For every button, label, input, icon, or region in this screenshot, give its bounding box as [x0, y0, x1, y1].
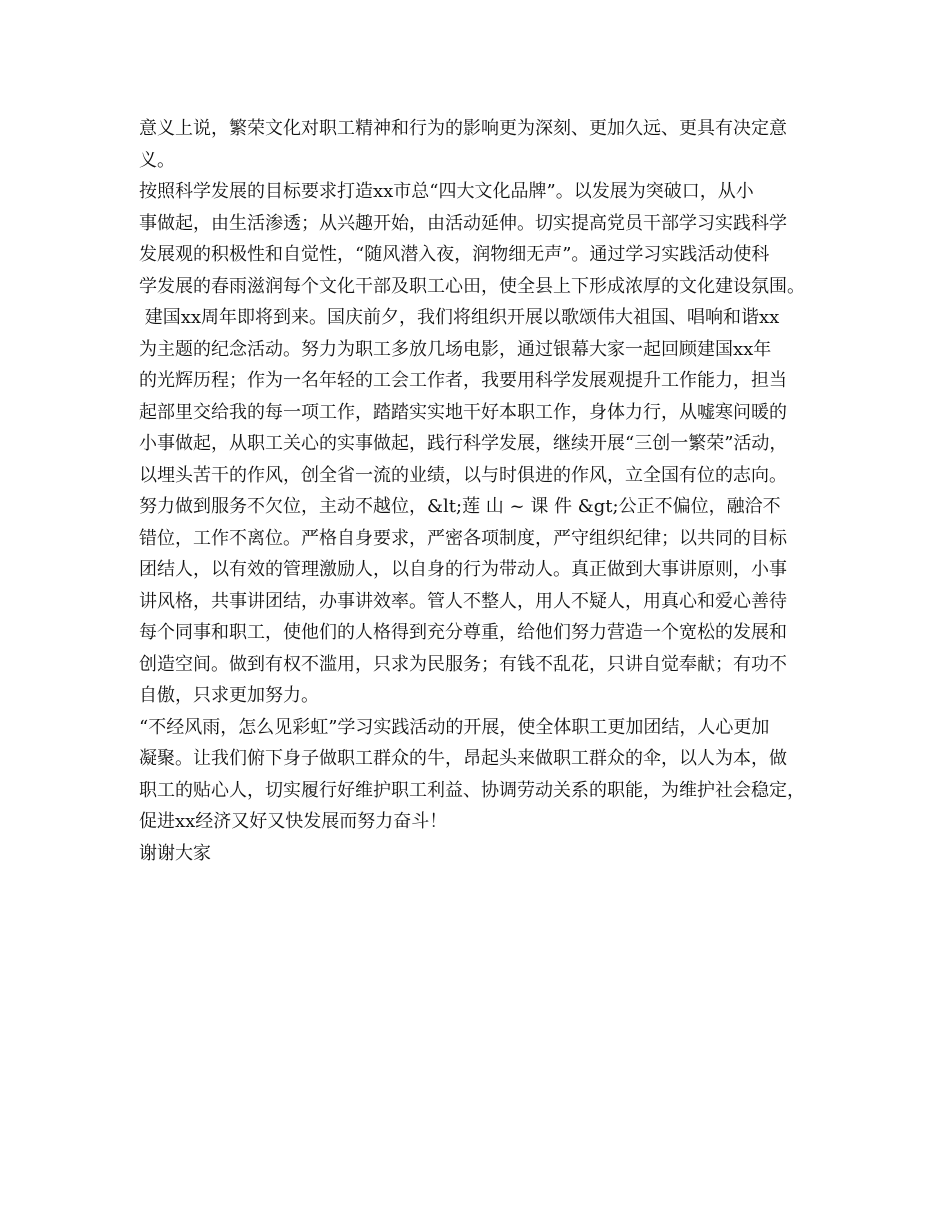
text-line: 创造空间。做到有权不滥用，只求为民服务；有钱不乱花，只讲自觉奉献；有功不	[139, 653, 787, 675]
text-line: “不经风雨，怎么见彩虹”学习实践活动的开展，使全体职工更加团结，人心更加	[139, 716, 770, 738]
text-line: 努力做到服务不欠位，主动不越位，&lt;莲 山 ~ 课 件 &gt;公正不偏位，融洽不	[139, 496, 781, 517]
text-line: 起部里交给我的每一项工作，踏踏实实地干好本职工作，身体力行，从嘘寒问暖的	[139, 401, 787, 423]
text-line: 讲风格，共事讲团结，办事讲效率。管人不整人，用人不疑人，用真心和爱心善待	[139, 590, 787, 612]
text-line: 职工的贴心人，切实履行好维护职工利益、协调劳动关系的职能，为维护社会稳定，	[139, 779, 805, 801]
text-line: 谢谢大家	[139, 842, 211, 864]
text-line: 学发展的春雨滋润每个文化干部及职工心田，使全县上下形成浓厚的文化建设氛围。	[139, 275, 805, 297]
text-line: 团结人，以有效的管理激励人，以自身的行为带动人。真正做到大事讲原则，小事	[139, 559, 787, 580]
text-line: 凝聚。让我们俯下身子做职工群众的牛，昂起头来做职工群众的伞，以人为本，做	[139, 748, 787, 769]
text-line: 小事做起，从职工关心的实事做起，践行科学发展，继续开展“三创一繁荣”活动，	[139, 433, 788, 454]
text-line: 事做起，由生活渗透；从兴趣开始，由活动延伸。切实提高党员干部学习实践科学	[139, 212, 787, 234]
text-line: 按照科学发展的目标要求打造xx市总“四大文化品牌”。以发展为突破口，从小	[139, 181, 754, 202]
text-line: 错位，工作不离位。严格自身要求，严密各项制度，严守组织纪律；以共同的目标	[139, 527, 787, 549]
text-line: 意义上说，繁荣文化对职工精神和行为的影响更为深刻、更加久远、更具有决定意	[139, 118, 787, 139]
document-body	[139, 113, 829, 869]
text-line: 义。	[139, 149, 175, 171]
text-line: 促进xx经济又好又快发展而努力奋斗！	[139, 811, 448, 832]
text-line: 为主题的纪念活动。努力为职工多放几场电影，通过银幕大家一起回顾建国xx年	[139, 338, 772, 360]
text-line: 的光辉历程；作为一名年轻的工会工作者，我要用科学发展观提升工作能力，担当	[139, 370, 787, 391]
text-line: 发展观的积极性和自觉性，“随风潜入夜，润物细无声”。通过学习实践活动使科	[139, 244, 770, 265]
text-line: 以埋头苦干的作风，创全省一流的业绩，以与时俱进的作风，立全国有位的志向。	[139, 464, 787, 486]
text-line: 自傲，只求更加努力。	[139, 685, 319, 706]
text-line: 建国xx周年即将到来。国庆前夕，我们将组织开展以歌颂伟大祖国、唱响和谐xx	[139, 307, 780, 328]
text-line: 每个同事和职工，使他们的人格得到充分尊重，给他们努力营造一个宽松的发展和	[139, 622, 787, 643]
